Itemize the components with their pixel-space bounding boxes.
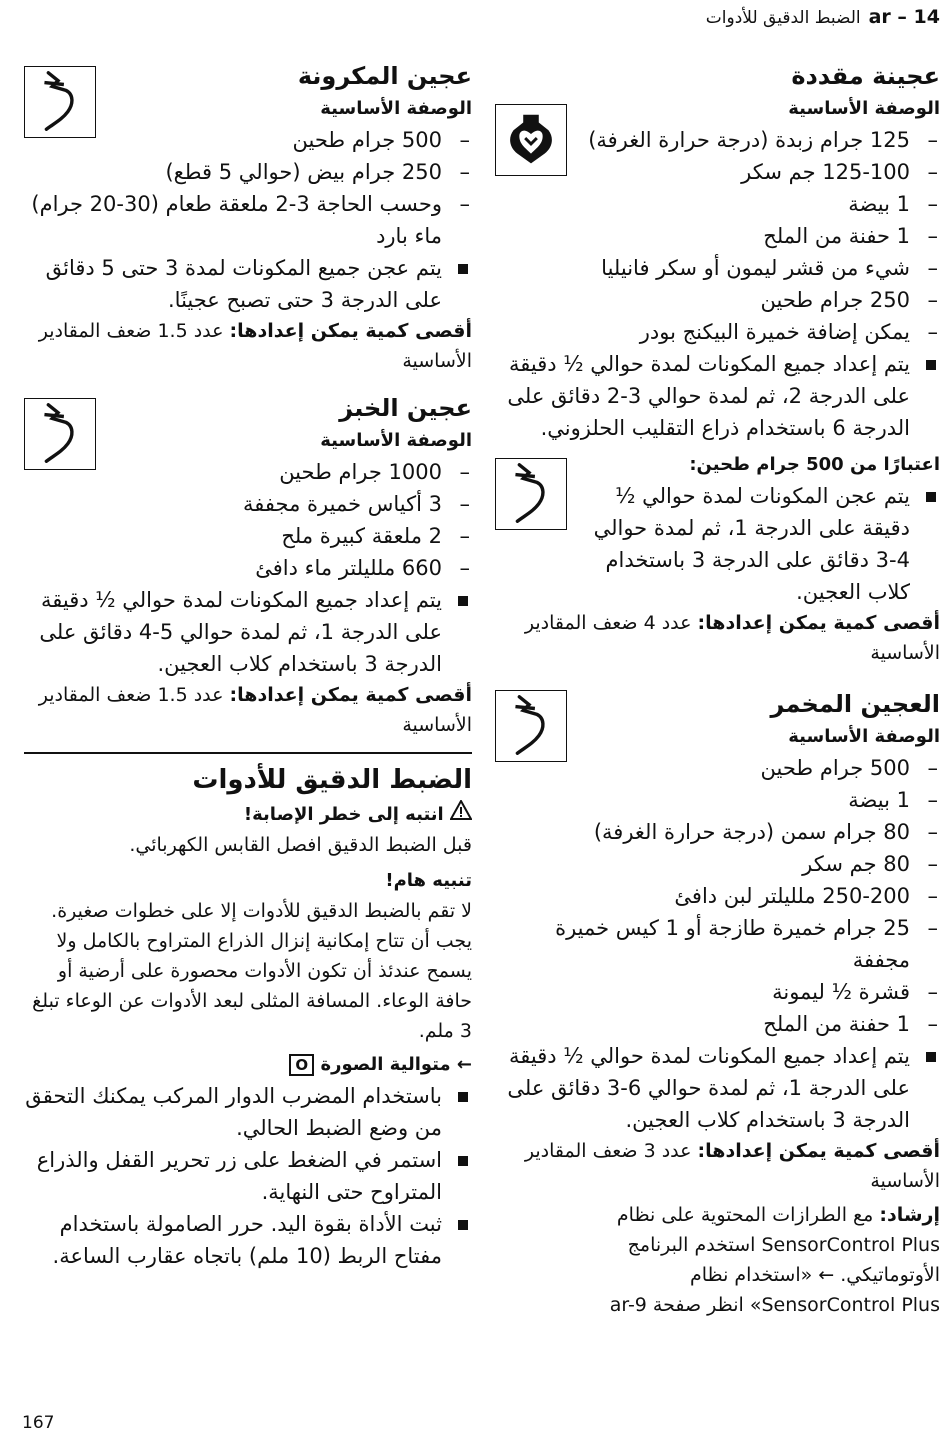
max-label: أقصى كمية يمكن إعدادها:	[229, 684, 472, 706]
warning-heading: انتبه إلى خطر الإصابة!	[243, 804, 444, 825]
warning-text: قبل الضبط الدقيق افصل القابس الكهربائي.	[129, 834, 472, 856]
shortcrust-sub	[495, 450, 940, 608]
yeast-max	[495, 1136, 940, 1196]
yeast-title: العجين المخمر	[770, 690, 940, 718]
max-label: أقصى كمية يمكن إعدادها:	[697, 612, 940, 634]
list-item: – 1 حفنة من الملح	[495, 220, 940, 252]
page-label: 14 – ar	[868, 6, 940, 28]
section-divider	[24, 752, 472, 754]
warning-icon	[450, 800, 472, 830]
list-item: – 2 ملعقة كبيرة ملح	[24, 520, 472, 552]
bread-ingredients	[24, 456, 472, 680]
shortcrust-sub-heading: اعتبارًا من 500 جرام طحين:	[689, 454, 940, 475]
max-text: عدد 1.5 ضعف المقادير الأساسية	[38, 684, 472, 736]
list-item: – 1 بيضة	[495, 784, 940, 816]
list-item: استمر في الضغط على زر تحرير القفل والذراع المتراوح حتى النهاية.	[24, 1144, 472, 1208]
list-item: باستخدام المضرب الدوار المركب يمكنك التحقق من وضع الضبط الحالي.	[24, 1080, 472, 1144]
pasta-section	[24, 58, 472, 376]
yeast-section	[495, 686, 940, 1320]
list-item: – 250 جرام بيض (حوالي 5 قطع)	[24, 156, 472, 188]
list-item: يتم عجن جميع المكونات لمدة 3 حتى 5 دقائق على الدرجة 3 حتى تصبح عجينًا.	[24, 252, 472, 316]
notice-text: لا تقم بالضبط الدقيق للأدوات إلا على خطوات صغيرة. يجب أن تتاح إمكانية إنزال الذراع المتراوح بالكامل ولا يسمح عندئذ أن تكون الأدوات محصورة على أرضية أو حافة الوعاء. المسافة المثلى لبعد الأدوات عن الوعاء تبلغ 3 ملم.	[32, 900, 472, 1042]
list-item: يتم إعداد جميع المكونات لمدة حوالي ½ دقيقة على الدرجة 1، ثم لمدة حوالي 5-4 دقائق على الدرجة 3 باستخدام كلاب العجين.	[24, 584, 472, 680]
list-item: – 125 جرام زبدة (درجة حرارة الغرفة)	[495, 124, 940, 156]
list-item: يتم عجن المكونات لمدة حوالي ½ دقيقة على الدرجة 1، ثم لمدة حوالي 4-3 دقائق على الدرجة 3 باستخدام كلاب العجين.	[575, 480, 940, 608]
tip-label: إرشاد:	[879, 1204, 940, 1226]
list-item: يتم إعداد جميع المكونات لمدة حوالي ½ دقيقة على الدرجة 1، ثم لمدة حوالي 6-3 دقائق على الدرجة 3 باستخدام كلاب العجين.	[495, 1040, 940, 1136]
dough-hook-icon	[495, 458, 567, 530]
fine-adjust-title: الضبط الدقيق للأدوات	[192, 765, 472, 795]
shortcrust-ingredients	[495, 124, 940, 444]
list-item: – 1000 جرام طحين	[24, 456, 472, 488]
list-item: – قشرة ½ ليمونة	[495, 976, 940, 1008]
fine-adjust-steps	[24, 1080, 472, 1272]
bread-recipe-heading: الوصفة الأساسية	[320, 430, 472, 451]
shortcrust-title: عجينة مقددة	[791, 62, 940, 90]
pasta-recipe-heading: الوصفة الأساسية	[320, 98, 472, 119]
yeast-recipe-heading: الوصفة الأساسية	[788, 726, 940, 747]
sequence-label: ← متوالية الصورة	[320, 1054, 472, 1075]
right-column	[495, 58, 940, 1332]
list-item: – يمكن إضافة خميرة البيكنج بودر	[495, 316, 940, 348]
bread-title: عجين الخبز	[339, 394, 472, 422]
page-header	[706, 6, 940, 28]
yeast-tip	[495, 1200, 940, 1320]
list-item: – 25 جرام خميرة طازجة أو 1 كيس خميرة مجففة	[495, 912, 940, 976]
max-text: عدد 3 ضعف المقادير الأساسية	[524, 1140, 940, 1192]
list-item: – شيء من قشر ليمون أو سكر فانيليا	[495, 252, 940, 284]
shortcrust-recipe-heading: الوصفة الأساسية	[788, 98, 940, 119]
max-label: أقصى كمية يمكن إعدادها:	[229, 320, 472, 342]
pasta-ingredients	[24, 124, 472, 316]
warning-heading-row	[24, 800, 472, 830]
max-text: عدد 4 ضعف المقادير الأساسية	[524, 612, 940, 664]
bread-section	[24, 390, 472, 740]
pasta-title: عجين المكرونة	[297, 62, 472, 90]
left-column	[24, 58, 472, 1284]
bread-max	[24, 680, 472, 740]
list-item: – 250-200 ملليلتر لبن دافئ	[495, 880, 940, 912]
list-item: – 1 حفنة من الملح	[495, 1008, 940, 1040]
figure-badge: O	[289, 1054, 314, 1076]
pasta-max	[24, 316, 472, 376]
sequence-row	[24, 1050, 472, 1080]
list-item: – 1 بيضة	[495, 188, 940, 220]
list-item: – 125-100 جم سكر	[495, 156, 940, 188]
list-item: – 3 أكياس خميرة مجففة	[24, 488, 472, 520]
max-label: أقصى كمية يمكن إعدادها:	[697, 1140, 940, 1162]
fine-adjust-section	[24, 760, 472, 1272]
list-item: – 500 جرام طحين	[495, 752, 940, 784]
list-item: – 80 جرام سمن (درجة حرارة الغرفة)	[495, 816, 940, 848]
list-item: – 500 جرام طحين	[24, 124, 472, 156]
list-item: – 660 ملليلتر ماء دافئ	[24, 552, 472, 584]
list-item: ثبت الأداة بقوة اليد. حرر الصامولة باستخدام مفتاح الربط (10 ملم) باتجاه عقارب الساعة.	[24, 1208, 472, 1272]
list-item: – 250 جرام طحين	[495, 284, 940, 316]
tip-text: مع الطرازات المحتوية على نظام SensorControl Plus استخدم البرنامج الأوتوماتيكي. ← «استخدام نظام SensorControl Plus» انظر صفحة ar-9	[609, 1204, 940, 1316]
list-item: – وحسب الحاجة 3-2 ملعقة طعام (30-20 جرام) ماء بارد	[24, 188, 472, 252]
yeast-ingredients	[495, 752, 940, 1136]
shortcrust-max	[495, 608, 940, 668]
page-number: 167	[22, 1413, 55, 1433]
list-item: – 80 جم سكر	[495, 848, 940, 880]
notice-heading: تنبيه هام!	[385, 870, 472, 891]
header-title: الضبط الدقيق للأدوات	[705, 8, 861, 28]
shortcrust-section	[495, 58, 940, 668]
max-text: عدد 1.5 ضعف المقادير الأساسية	[38, 320, 472, 372]
list-item: يتم إعداد جميع المكونات لمدة حوالي ½ دقيقة على الدرجة 2، ثم لمدة حوالي 3-2 دقائق على الدرجة 6 باستخدام ذراع التقليب الحلزوني.	[495, 348, 940, 444]
